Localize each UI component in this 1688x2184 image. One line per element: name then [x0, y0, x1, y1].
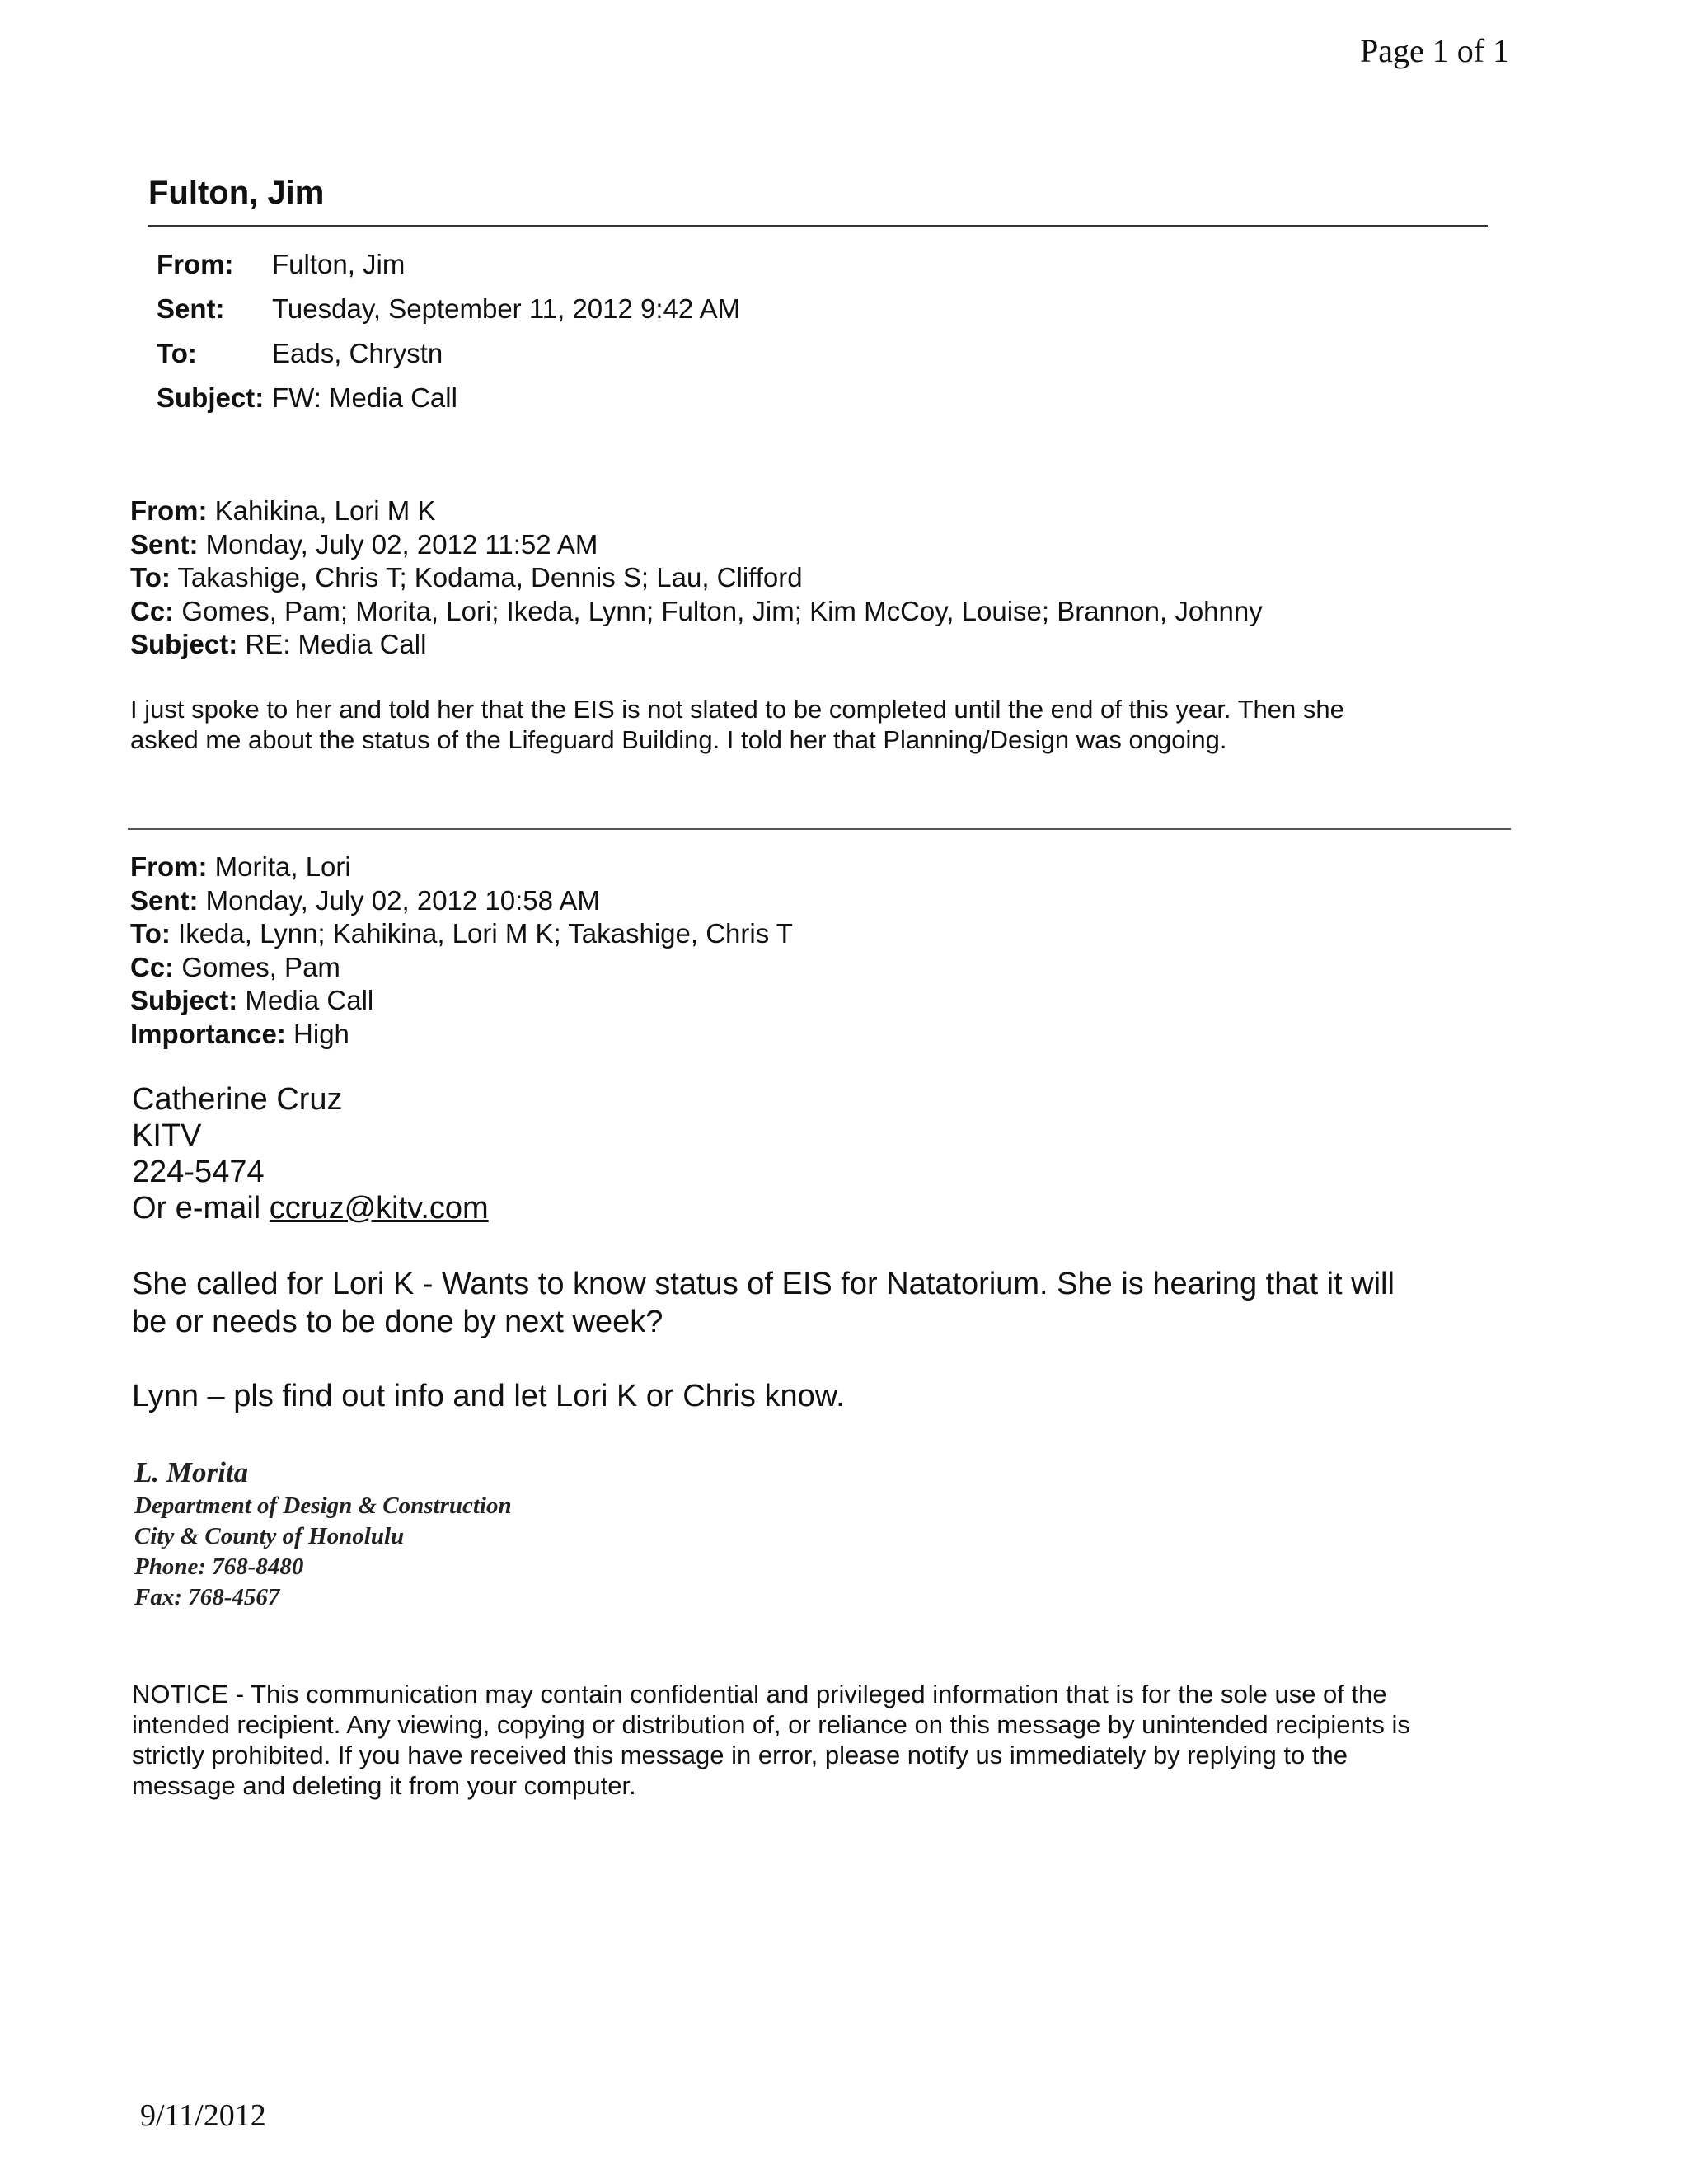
cc-value: Gomes, Pam [174, 951, 340, 982]
original-email-header [130, 851, 793, 1051]
sent-value: Monday, July 02, 2012 10:58 AM [198, 884, 600, 916]
original-sent-line [130, 884, 793, 918]
signature-name: L. Morita [134, 1456, 249, 1488]
message-line: be or needs to be done by next week? [132, 1305, 663, 1339]
contact-block [132, 1081, 489, 1226]
reply-sent-line [130, 528, 1263, 562]
contact-phone: 224-5474 [132, 1155, 265, 1189]
to-value: Takashige, Chris T; Kodama, Dennis S; Lau, Clifford [170, 562, 803, 593]
subject-value: Media Call [237, 985, 374, 1015]
header-divider [148, 225, 1488, 227]
reply-body [130, 694, 1344, 755]
contact-organization: KITV [132, 1118, 202, 1153]
contact-email-link[interactable]: ccruz@kitv.com [269, 1191, 489, 1226]
notice-line: intended recipient. Any viewing, copying or distribution of, or reliance on this message by unintended recipients is [132, 1710, 1410, 1739]
contact-email-prefix: Or e-mail [132, 1191, 270, 1226]
to-value: Ikeda, Lynn; Kahikina, Lori M K; Takashige, Chris T [170, 918, 793, 949]
sent-label: Sent: [130, 528, 199, 560]
reply-subject-line [130, 628, 1263, 662]
subject-value: RE: Media Call [237, 629, 427, 659]
to-label: To: [157, 338, 197, 368]
outer-from-row [157, 249, 740, 293]
message-body [132, 1265, 1395, 1451]
cc-value: Gomes, Pam; Morita, Lori; Ikeda, Lynn; Fulton, Jim; Kim McCoy, Louise; Brannon, Johnny [174, 595, 1263, 626]
from-label: From: [157, 249, 234, 279]
to-label: To: [130, 918, 171, 949]
message-paragraph: Lynn – pls find out info and let Lori K or Chris know. [132, 1379, 845, 1413]
confidentiality-notice [132, 1679, 1410, 1801]
outer-to-row [157, 338, 740, 382]
sent-value: Tuesday, September 11, 2012 9:42 AM [272, 293, 741, 324]
message-line: She called for Lori K - Wants to know status of EIS for Natatorium. She is hearing that it will [132, 1267, 1395, 1301]
print-date: 9/11/2012 [140, 2098, 266, 2133]
reply-cc-line [130, 595, 1263, 629]
page-number: Page 1 of 1 [1360, 32, 1510, 69]
importance-label: Importance: [130, 1018, 286, 1049]
message-divider [128, 828, 1511, 830]
reply-from-line [130, 494, 1263, 528]
from-label: From: [130, 495, 208, 526]
original-cc-line [130, 951, 793, 985]
original-to-line [130, 917, 793, 951]
message-paragraph [132, 1265, 1395, 1341]
reply-email-header [130, 494, 1263, 662]
to-label: To: [130, 562, 171, 593]
subject-label: Subject: [130, 629, 238, 659]
signature-city: City & County of Honolulu [134, 1523, 405, 1549]
from-label: From: [130, 851, 208, 882]
notice-line: message and deleting it from your computer. [132, 1771, 636, 1800]
from-value: Kahikina, Lori M K [207, 495, 436, 526]
signature-block [134, 1455, 512, 1613]
subject-value: FW: Media Call [272, 382, 457, 413]
to-value: Eads, Chrystn [272, 338, 443, 368]
outer-sent-row [157, 293, 740, 338]
original-importance-line [130, 1018, 793, 1052]
signature-phone: Phone: 768-8480 [134, 1554, 304, 1580]
sent-label: Sent: [130, 884, 199, 916]
sent-label: Sent: [157, 293, 225, 324]
original-from-line [130, 851, 793, 884]
cc-label: Cc: [130, 595, 175, 626]
notice-line: NOTICE - This communication may contain confidential and privileged information that is for the sole use of the [132, 1680, 1387, 1708]
sent-value: Monday, July 02, 2012 11:52 AM [198, 528, 598, 560]
subject-label: Subject: [130, 985, 238, 1015]
contact-name: Catherine Cruz [132, 1082, 343, 1117]
signature-department: Department of Design & Construction [134, 1493, 512, 1519]
signature-fax: Fax: 768-4567 [134, 1584, 280, 1610]
reply-body-line: asked me about the status of the Lifeguard Building. I told her that Planning/Design was ongoing. [130, 725, 1227, 754]
from-value: Morita, Lori [207, 851, 351, 882]
reply-to-line [130, 561, 1263, 595]
subject-label: Subject: [157, 382, 265, 413]
from-value: Fulton, Jim [272, 249, 406, 279]
original-subject-line [130, 984, 793, 1018]
notice-line: strictly prohibited. If you have received this message in error, please notify us immediately by replying to the [132, 1741, 1348, 1769]
outer-email-header [157, 249, 740, 427]
contact-email-line [132, 1190, 489, 1226]
cc-label: Cc: [130, 951, 175, 982]
outer-subject-row [157, 382, 740, 427]
importance-value: High [285, 1018, 349, 1049]
reply-body-line: I just spoke to her and told her that the EIS is not slated to be completed until the end of this year. Then she [130, 695, 1344, 724]
document-owner-heading: Fulton, Jim [148, 175, 325, 211]
